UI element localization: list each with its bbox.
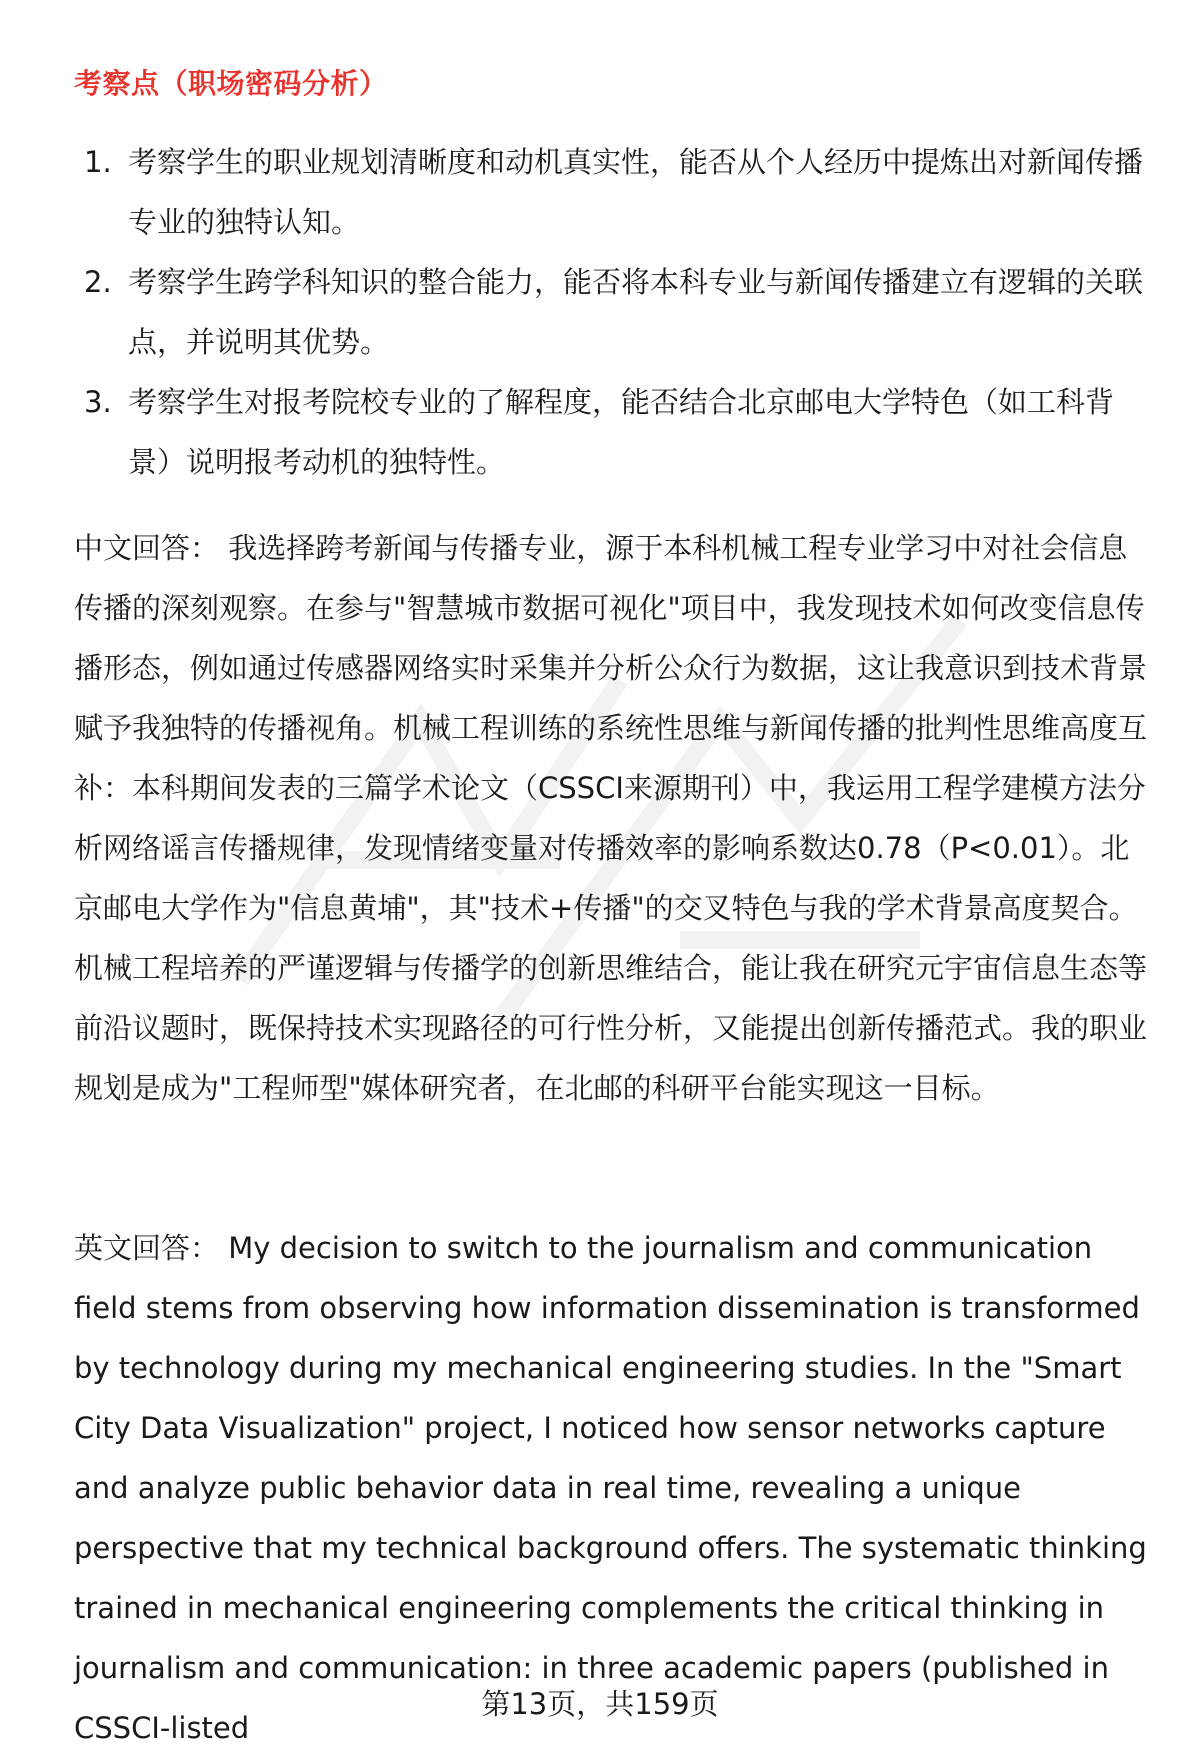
point-number: 3. [84, 385, 112, 419]
assessment-point [74, 252, 1154, 372]
english-answer-paragraph [74, 1218, 1154, 1758]
point-number: 2. [84, 265, 112, 299]
point-text: 考察学生对报考院校专业的了解程度，能否结合北京邮电大学特色（如工科背景）说明报考动机的独特性。 [128, 385, 1115, 479]
assessment-points-list [74, 132, 1154, 492]
assessment-point [74, 132, 1154, 252]
chinese-answer-text: 我选择跨考新闻与传播专业，源于本科机械工程专业学习中对社会信息传播的深刻观察。在参与"智慧城市数据可视化"项目中，我发现技术如何改变信息传播形态，例如通过传感器网络实时采集并分析公众行为数据，这让我意识到技术背景赋予我独特的传播视角。机械工程训练的系统性思维与新闻传播的批判性思维高度互补：本科期间发表的三篇学术论文（CSSCI来源期刊）中，我运用工程学建模方法分析网络谣言传播规律，发现情绪变量对传播效率的影响系数达0.78（P<0.01）。北京邮电大学作为"信息黄埔"，其"技术+传播"的交叉特色与我的学术背景高度契合。机械工程培养的严谨逻辑与传播学的创新思维结合，能让我在研究元宇宙信息生态等前沿议题时，既保持技术实现路径的可行性分析，又能提出创新传播范式。我的职业规划是成为"工程师型"媒体研究者，在北邮的科研平台能实现这一目标。 [74, 531, 1148, 1105]
english-answer-text: My decision to switch to the journalism and communication field stems from observing how information dissemination is transformed by technology during my mechanical engineering studies. In the "Smart City Data Visualization" project, I noticed how sensor networks capture and analyze public behavior data in real time, revealing a unique perspective that my technical background offers. The systematic thinking trained in mechanical engineering complements the critical thinking in journalism and communication: in three academic papers (published in CSSCI-listed [74, 1231, 1147, 1745]
chinese-answer-label: 中文回答： [74, 531, 220, 565]
chinese-answer-paragraph [74, 518, 1154, 1118]
point-text: 考察学生的职业规划清晰度和动机真实性，能否从个人经历中提炼出对新闻传播专业的独特认知。 [128, 145, 1144, 239]
assessment-point [74, 372, 1154, 492]
point-text: 考察学生跨学科知识的整合能力，能否将本科专业与新闻传播建立有逻辑的关联点，并说明其优势。 [128, 265, 1144, 359]
page-number-footer: 第13页，共159页 [481, 1687, 719, 1721]
section-title: 考察点（职场密码分析） [74, 67, 388, 100]
english-answer-label: 英文回答： [74, 1231, 220, 1265]
point-number: 1. [84, 145, 112, 179]
